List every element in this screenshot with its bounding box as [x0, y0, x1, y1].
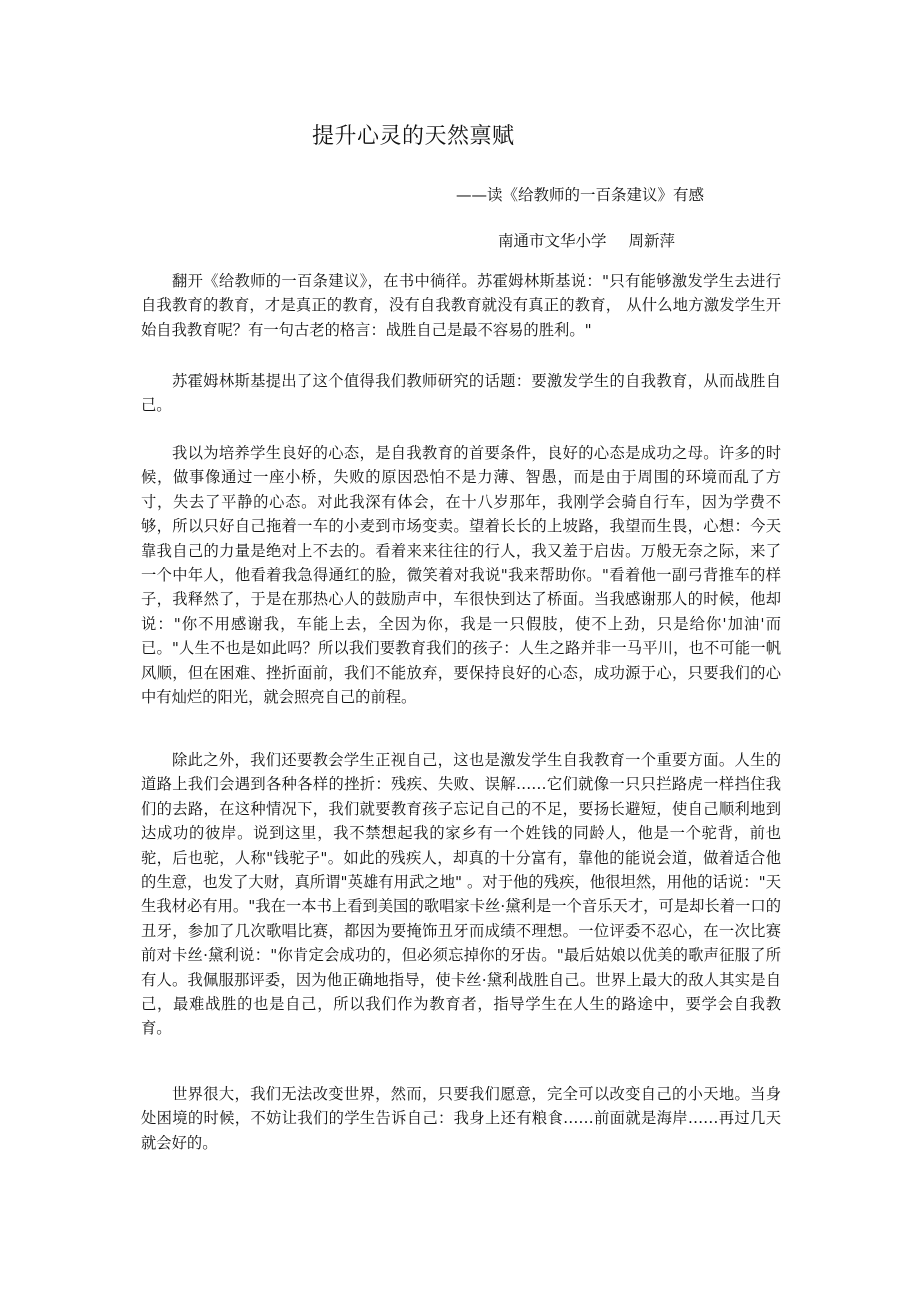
document-subtitle: ——读《给教师的一百条建议》有感 [456, 186, 705, 204]
paragraph: 我以为培养学生良好的心态，是自我教育的首要条件，良好的心态是成功之母。许多的时候，做事像通过一座小桥，失败的原因恐怕不是力薄、智愚，而是由于周围的环境而乱了方寸，失去了平静的心态。对此我深有体会，在十八岁那年，我刚学会骑自行车，因为学费不够，所以只好自己拖着一车的小麦到市场变卖。望着长长的上坡路，我望而生畏，心想：今天靠我自己的力量是绝对上不去的。看着来来往往的行人，我又羞于启齿。万般无奈之际，来了一个中年人，他看着我急得通红的脸，微笑着对我说"我来帮助你。"看着他一副弓背推车的样子，我释然了，于是在那热心人的鼓励声中，车很快到达了桥面。当我感谢那人的时候，他却说："你不用感谢我，车能上去，全因为你，我是一只假肢，使不上劲，只是给你'加油'而已。"人生不也是如此吗？所以我们要教育我们的孩子：人生之路并非一马平川，也不可能一帆风顺，但在困难、挫折面前，我们不能放弃，要保持良好的心态，成功源于心，只要我们的心中有灿烂的阳光，就会照亮自己的前程。 [141, 444, 781, 707]
document-title: 提升心灵的天然禀赋 [312, 124, 515, 149]
paragraph: 世界很大，我们无法改变世界，然而，只要我们愿意，完全可以改变自己的小天地。当身处困境的时候，不妨让我们的学生告诉自己：我身上还有粮食……前面就是海岸……再过几天就会好的。 [141, 1085, 781, 1152]
author-name: 周新萍 [628, 232, 676, 250]
author-line [498, 230, 675, 252]
author-school: 南通市文华小学 [498, 232, 607, 250]
paragraph: 除此之外，我们还要教会学生正视自己，这也是激发学生自我教育一个重要方面。人生的道路上我们会遇到各种各样的挫折：残疾、失败、误解……它们就像一只只拦路虎一样挡住我们的去路，在这种情况下，我们就要教育孩子忘记自己的不足，要扬长避短，使自己顺利地到达成功的彼岸。说到这里，我不禁想起我的家乡有一个姓钱的同龄人，他是一个驼背，前也驼，后也驼，人称"钱驼子"。如此的残疾人，却真的十分富有，靠他的能说会道，做着适合他的生意，也发了大财，真所谓"英雄有用武之地" 。对于他的残疾，他很坦然，用他的话说："天生我材必有用。"我在一本书上看到美国的歌唱家卡丝·黛利是一个音乐天才，可是却长着一口的丑牙，参加了几次歌唱比赛，都因为要掩饰丑牙而成绩不理想。一位评委不忍心，在一次比赛前对卡丝·黛利说："你肯定会成功的，但必须忘掉你的牙齿。"最后姑娘以优美的歌声征服了所有人。我佩服那评委，因为他正确地指导，使卡丝·黛利战胜自己。世界上最大的敌人其实是自己，最难战胜的也是自己，所以我们作为教育者，指导学生在人生的路途中，要学会自我教育。 [141, 751, 781, 1038]
paragraph: 苏霍姆林斯基提出了这个值得我们教师研究的话题：要激发学生的自我教育，从而战胜自己。 [141, 372, 781, 415]
paragraph: 翻开《给教师的一百条建议》，在书中徜徉。苏霍姆林斯基说："只有能够激发学生去进行自我教育的教育，才是真正的教育，没有自我教育就没有真正的教育， 从什么地方激发学生开始自我教育呢？有一句古老的格言：战胜自己是最不容易的胜利。" [141, 272, 781, 339]
